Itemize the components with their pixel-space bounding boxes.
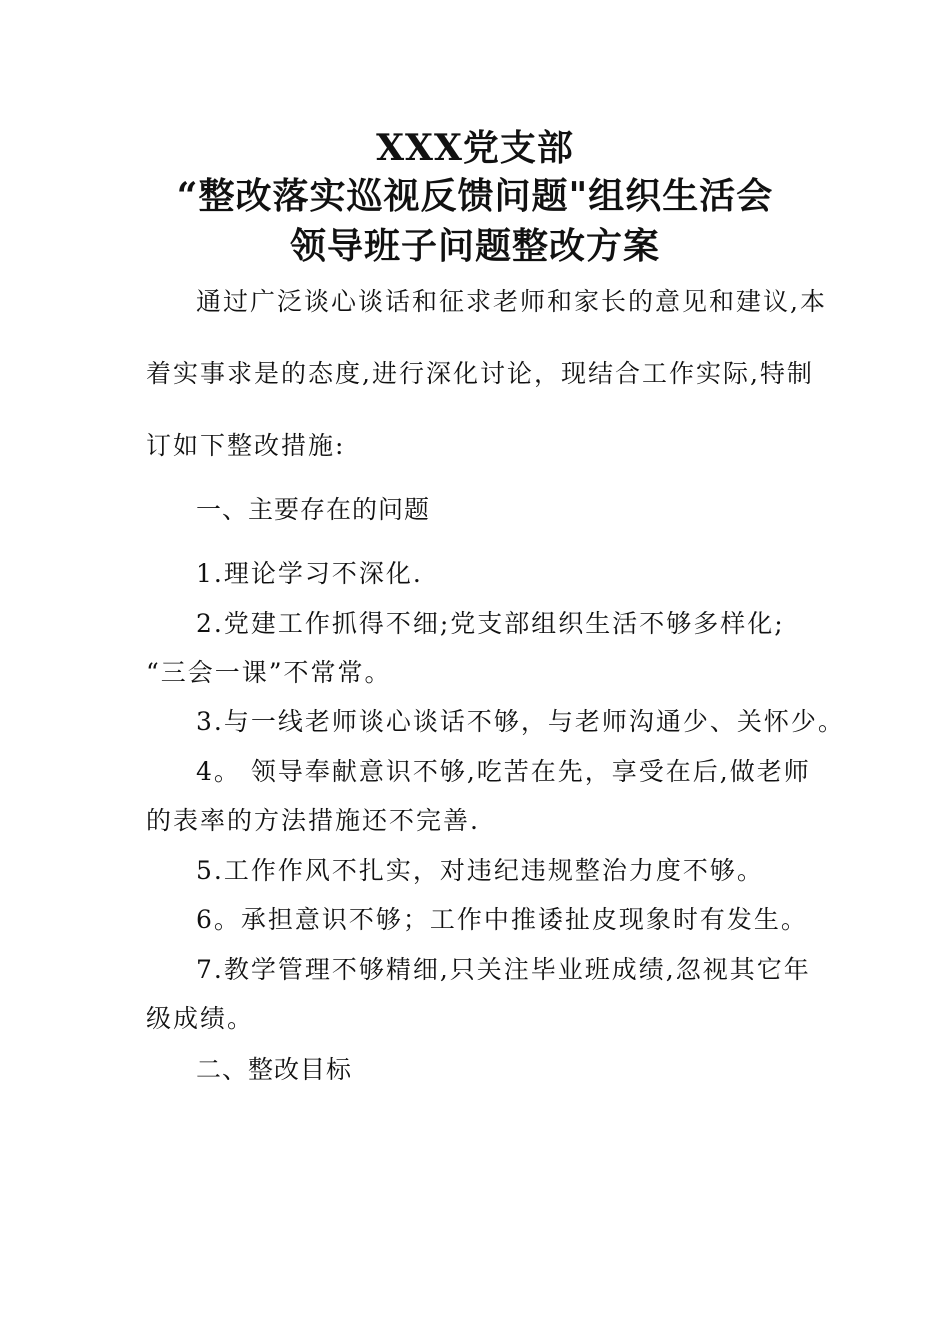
problem-item-6: 6。承担意识不够；工作中推诿扯皮现象时有发生。 — [196, 905, 808, 934]
title-line-3: 领导班子问题整改方案 — [289, 225, 660, 267]
problem-item-2-line-1: 2.党建工作抓得不细;党支部组织生活不够多样化; — [196, 609, 785, 638]
problem-item-4-line-2: 的表率的方法措施还不完善. — [146, 806, 480, 835]
intro-line-3: 订如下整改措施: — [146, 431, 346, 460]
section-heading-goals: 二、整改目标 — [196, 1055, 353, 1084]
section-heading-problems: 一、主要存在的问题 — [196, 495, 431, 524]
problem-item-5: 5.工作作风不扎实，对违纪违规整治力度不够。 — [196, 856, 764, 885]
problem-item-7-line-2: 级成绩。 — [146, 1004, 255, 1033]
title-line-2: “整改落实巡视反馈问题"组织生活会 — [176, 175, 774, 217]
intro-line-1: 通过广泛谈心谈话和征求老师和家长的意见和建议,本 — [196, 287, 827, 316]
title-line-1: XXX党支部 — [376, 127, 574, 169]
intro-line-2: 着实事求是的态度,进行深化讨论，现结合工作实际,特制 — [146, 359, 814, 388]
problem-item-7-line-1: 7.教学管理不够精细,只关注毕业班成绩,忽视其它年 — [196, 955, 811, 984]
problem-item-4-line-1: 4。 领导奉献意识不够,吃苦在先，享受在后,做老师 — [196, 757, 811, 786]
problem-item-2-line-2: “三会一课”不常常。 — [146, 658, 392, 687]
problem-item-3: 3.与一线老师谈心谈话不够，与老师沟通少、关怀少。 — [196, 707, 845, 736]
problem-item-1: 1.理论学习不深化. — [196, 559, 423, 588]
